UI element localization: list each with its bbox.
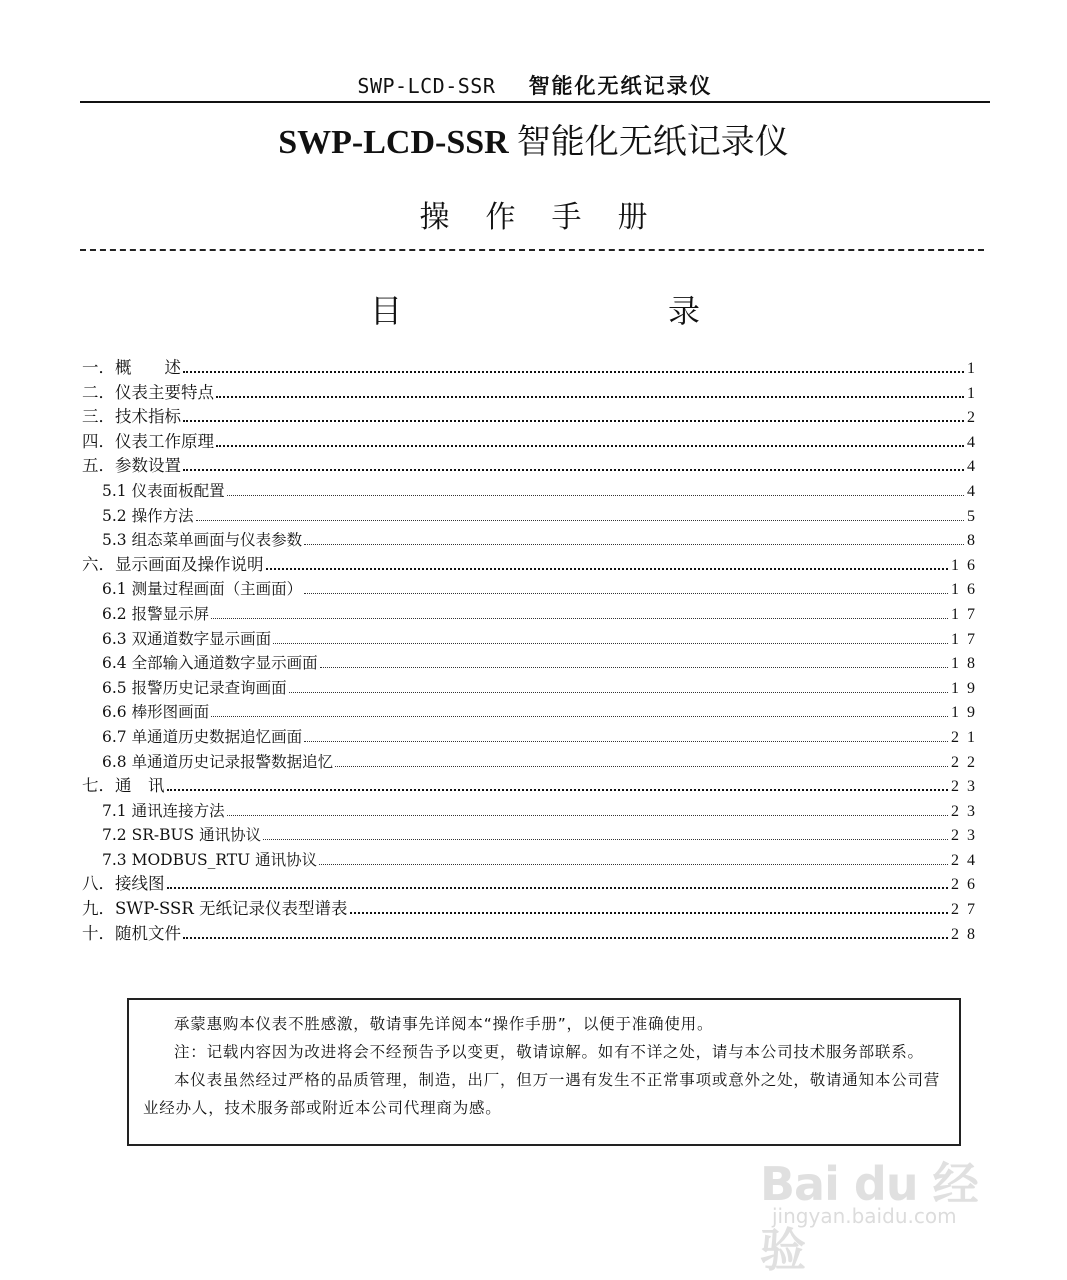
toc-entry-page: 4 <box>967 458 983 476</box>
toc-leader-dots <box>196 519 964 521</box>
toc-entry[interactable] <box>82 553 983 578</box>
notice-line-3: 本仪表虽然经过严格的品质管理，制造，出厂，但万一遇有发生不正常事项或意外之处，敬请通知本公司营业经办人，技术服务部或附近本公司代理商为感。 <box>143 1071 941 1117</box>
toc-leader-dots <box>304 592 948 594</box>
manual-subtitle: 操作手册 <box>419 200 684 235</box>
toc-entry-page: 16 <box>951 581 983 599</box>
document-title-model: SWP-LCD-SSR <box>278 124 509 161</box>
table-of-contents <box>82 356 983 946</box>
toc-entry[interactable] <box>82 750 983 775</box>
toc-entry-label: 四．仪表工作原理 <box>82 431 214 451</box>
toc-leader-dots <box>319 863 948 865</box>
toc-entry[interactable] <box>82 651 983 676</box>
toc-entry[interactable] <box>82 430 983 455</box>
toc-entry-page: 28 <box>951 925 983 943</box>
toc-entry[interactable] <box>82 725 983 750</box>
toc-entry[interactable] <box>82 774 983 799</box>
toc-leader-dots <box>266 567 949 570</box>
toc-entry-label: 6.3 双通道数字显示画面 <box>102 629 272 648</box>
toc-entry-label: 7.1 通讯连接方法 <box>102 801 225 820</box>
toc-entry-label: 6.5 报警历史记录查询画面 <box>102 678 287 697</box>
toc-entry-label: 二．仪表主要特点 <box>82 382 214 402</box>
toc-entry[interactable] <box>82 823 983 848</box>
toc-entry-label: 6.6 棒形图画面 <box>102 703 210 722</box>
notice-line-1: 承蒙惠购本仪表不胜感激，敬请事先详阅本“操作手册”，以便于准确使用。 <box>174 1015 714 1033</box>
toc-leader-dots <box>289 691 948 693</box>
toc-leader-dots <box>211 617 948 619</box>
toc-entry-page: 5 <box>967 507 983 525</box>
toc-entry-page: 17 <box>951 605 983 623</box>
toc-leader-dots <box>263 838 948 840</box>
toc-entry[interactable] <box>82 479 983 504</box>
toc-entry-page: 18 <box>951 655 983 673</box>
document-title-name: 智能化无纸记录仪 <box>516 122 789 162</box>
toc-entry[interactable] <box>82 454 983 479</box>
running-header-name: 智能化无纸记录仪 <box>528 74 713 98</box>
toc-entry[interactable] <box>82 922 983 947</box>
running-header <box>80 70 990 100</box>
toc-entry-page: 24 <box>951 851 983 869</box>
watermark <box>760 1140 1020 1280</box>
toc-entry[interactable] <box>82 627 983 652</box>
toc-entry-page: 21 <box>951 728 983 746</box>
toc-entry-page: 27 <box>951 901 983 919</box>
toc-entry-label: 5.3 组态菜单画面与仪表参数 <box>102 531 303 550</box>
toc-entry-label: 五．参数设置 <box>82 456 181 476</box>
toc-entry-label: 5.2 操作方法 <box>102 506 194 525</box>
toc-entry-label: 6.7 单通道历史数据追忆画面 <box>102 727 303 746</box>
toc-entry-page: 2 <box>967 409 983 427</box>
running-header-model: SWP-LCD-SSR <box>357 74 496 98</box>
toc-leader-dots <box>350 911 948 914</box>
toc-entry[interactable] <box>82 528 983 553</box>
toc-entry[interactable] <box>82 405 983 430</box>
toc-entry-label: 十．随机文件 <box>82 923 181 943</box>
toc-leader-dots <box>304 543 964 545</box>
toc-entry[interactable] <box>82 700 983 725</box>
toc-leader-dots <box>335 765 948 767</box>
toc-entry-page: 19 <box>951 679 983 697</box>
toc-leader-dots <box>304 740 948 742</box>
toc-entry-label: 六．显示画面及操作说明 <box>82 554 264 574</box>
toc-entry-label: 7.2 SR-BUS 通讯协议 <box>102 826 262 845</box>
toc-entry-label: 6.8 单通道历史记录报警数据追忆 <box>102 752 334 771</box>
toc-leader-dots <box>183 936 948 939</box>
toc-entry-page: 23 <box>951 778 983 796</box>
toc-entry-page: 23 <box>951 827 983 845</box>
toc-entry[interactable] <box>82 848 983 873</box>
toc-entry-page: 19 <box>951 704 983 722</box>
toc-entry[interactable] <box>82 799 983 824</box>
toc-heading-left: 目 <box>370 292 403 330</box>
toc-entry-page: 22 <box>951 753 983 771</box>
dashed-divider <box>80 249 984 251</box>
toc-leader-dots <box>167 886 949 889</box>
notice-line-2: 注：记载内容因为改进将会不经预告予以变更，敬请谅解。如有不详之处，请与本公司技术服务部联系。 <box>174 1043 924 1061</box>
toc-entry-page: 4 <box>967 433 983 451</box>
toc-entry[interactable] <box>82 602 983 627</box>
toc-entry-label: 九．SWP-SSR 无纸记录仪表型谱表 <box>82 899 348 919</box>
toc-entry[interactable] <box>82 872 983 897</box>
toc-leader-dots <box>320 666 948 668</box>
toc-leader-dots <box>183 468 964 471</box>
toc-entry[interactable] <box>82 897 983 922</box>
toc-entry-page: 4 <box>967 482 983 500</box>
toc-entry-page: 1 <box>967 384 983 402</box>
toc-entry-page: 26 <box>951 876 983 894</box>
toc-entry-page: 17 <box>951 630 983 648</box>
toc-entry-page: 16 <box>951 556 983 574</box>
toc-leader-dots <box>227 494 964 496</box>
watermark-brand: Bai du 经验 <box>760 1157 978 1277</box>
toc-entry-label: 5.1 仪表面板配置 <box>102 481 225 500</box>
toc-leader-dots <box>183 419 964 422</box>
toc-entry-page: 1 <box>967 360 983 377</box>
toc-entry-label: 6.4 全部输入通道数字显示画面 <box>102 654 318 673</box>
document-title <box>0 114 1067 163</box>
toc-leader-dots <box>216 395 964 398</box>
toc-entry-label: 一．概 述 <box>82 358 181 377</box>
toc-leader-dots <box>183 370 964 373</box>
toc-entry[interactable] <box>82 504 983 529</box>
toc-entry[interactable] <box>82 381 983 406</box>
toc-entry-label: 7.3 MODBUS_RTU 通讯协议 <box>102 850 318 869</box>
toc-leader-dots <box>216 444 964 447</box>
toc-leader-dots <box>167 788 949 791</box>
toc-entry-label: 七．通 讯 <box>82 776 165 796</box>
toc-entry[interactable] <box>82 356 983 381</box>
toc-entry-label: 三．技术指标 <box>82 407 181 427</box>
watermark-url: jingyan.baidu.com <box>772 1204 957 1228</box>
toc-leader-dots <box>273 642 948 644</box>
toc-entry[interactable] <box>82 577 983 602</box>
toc-entry-label: 6.2 报警显示屏 <box>102 604 210 623</box>
toc-leader-dots <box>227 814 948 816</box>
toc-entry-page: 8 <box>967 532 983 550</box>
toc-entry[interactable] <box>82 676 983 701</box>
toc-heading-right: 录 <box>668 292 701 330</box>
notice-box <box>127 998 961 1146</box>
toc-entry-label: 6.1 测量过程画面（主画面） <box>102 580 303 599</box>
toc-leader-dots <box>211 715 948 717</box>
header-rule <box>80 101 990 103</box>
toc-entry-label: 八．接线图 <box>82 874 165 894</box>
toc-entry-page: 23 <box>951 802 983 820</box>
